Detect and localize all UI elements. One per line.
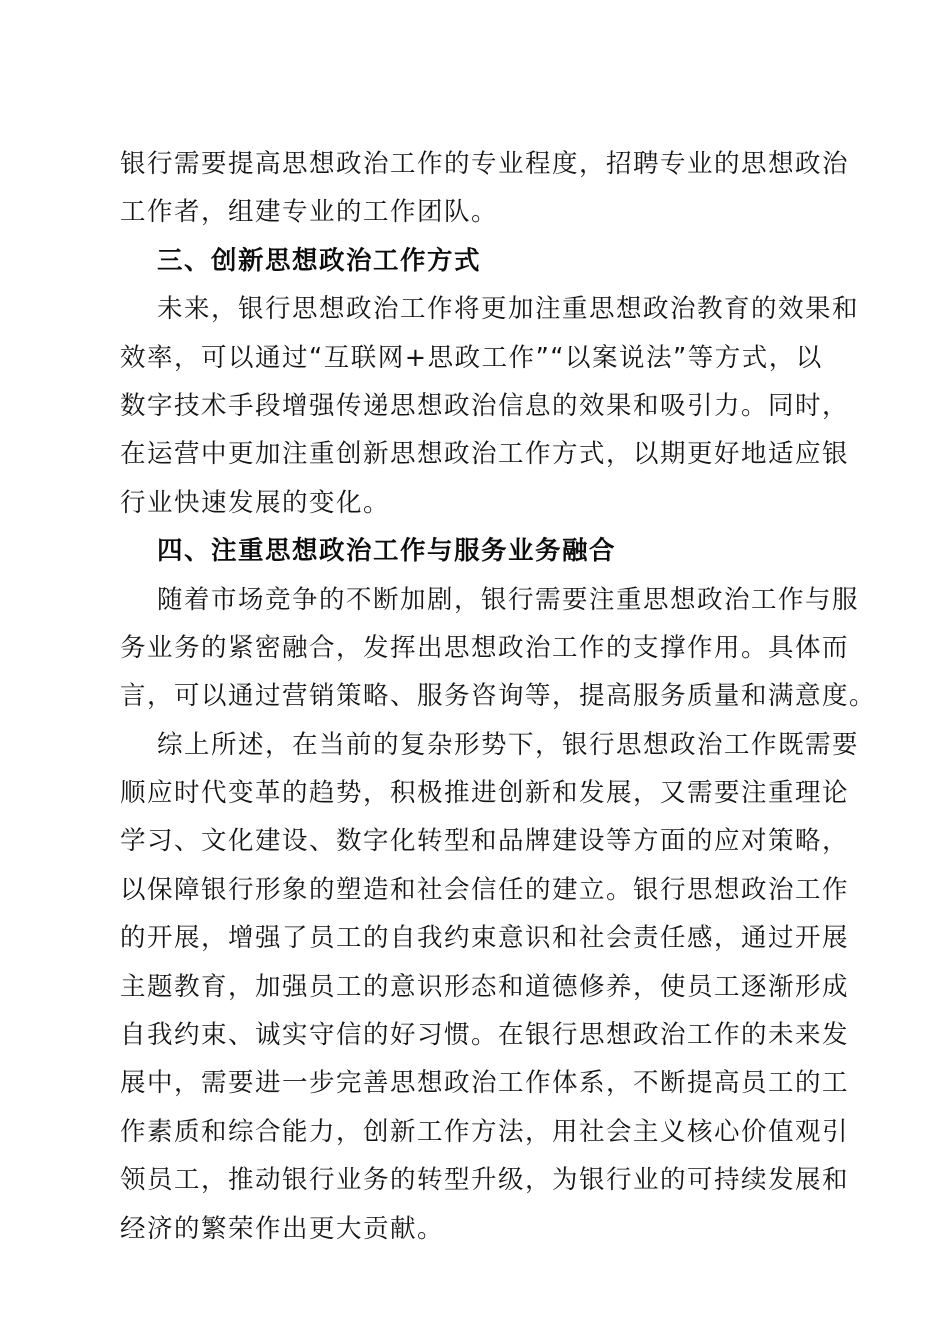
paragraph-line: 数字技术手段增强传递思想政治信息的效果和吸引力。同时， xyxy=(120,390,850,421)
paragraph-line: 在运营中更加注重创新思想政治工作方式，以期更好地适应银 xyxy=(120,439,850,470)
paragraph-line: 银行需要提高思想政治工作的专业程度，招聘专业的思想政治 xyxy=(120,149,850,179)
paragraph-line: 主题教育，加强员工的意识形态和道德修养，使员工逐渐形成 xyxy=(120,971,850,1002)
paragraph-line: 的开展，增强了员工的自我约束意识和社会责任感，通过开展 xyxy=(120,923,850,954)
section-heading-4: 四、注重思想政治工作与服务业务融合 xyxy=(157,536,617,567)
document-body xyxy=(120,140,877,1253)
paragraph-line: 务业务的紧密融合，发挥出思想政治工作的支撑作用。具体而 xyxy=(120,632,850,663)
paragraph-line: 行业快速发展的变化。 xyxy=(120,487,391,518)
section-heading-3: 三、创新思想政治工作方式 xyxy=(157,245,482,276)
paragraph-line: 经济的繁荣作出更大贡献。 xyxy=(120,1213,445,1244)
paragraph-line: 效率，可以通过“互联网+思政工作”“以案说法”等方式，以 xyxy=(120,342,823,373)
paragraph-line: 顺应时代变革的趋势，积极推进创新和发展，又需要注重理论 xyxy=(120,778,850,809)
paragraph-line: 工作者，组建专业的工作团队。 xyxy=(120,197,499,228)
paragraph-line: 随着市场竞争的不断加剧，银行需要注重思想政治工作与服 xyxy=(157,584,860,615)
paragraph-line: 综上所述，在当前的复杂形势下，银行思想政治工作既需要 xyxy=(157,729,860,760)
paragraph-line: 领员工，推动银行业务的转型升级，为银行业的可持续发展和 xyxy=(120,1165,850,1196)
paragraph-line: 未来，银行思想政治工作将更加注重思想政治教育的效果和 xyxy=(157,294,860,325)
paragraph-line: 自我约束、诚实守信的好习惯。在银行思想政治工作的未来发 xyxy=(120,1020,850,1051)
paragraph-line: 展中，需要进一步完善思想政治工作体系，不断提高员工的工 xyxy=(120,1068,850,1099)
paragraph-line: 以保障银行形象的塑造和社会信任的建立。银行思想政治工作 xyxy=(120,874,850,905)
paragraph-line: 学习、文化建设、数字化转型和品牌建设等方面的应对策略， xyxy=(120,826,850,857)
paragraph-line: 作素质和综合能力，创新工作方法，用社会主义核心价值观引 xyxy=(120,1116,850,1147)
paragraph-line: 言，可以通过营销策略、服务咨询等，提高服务质量和满意度。 xyxy=(120,681,877,712)
